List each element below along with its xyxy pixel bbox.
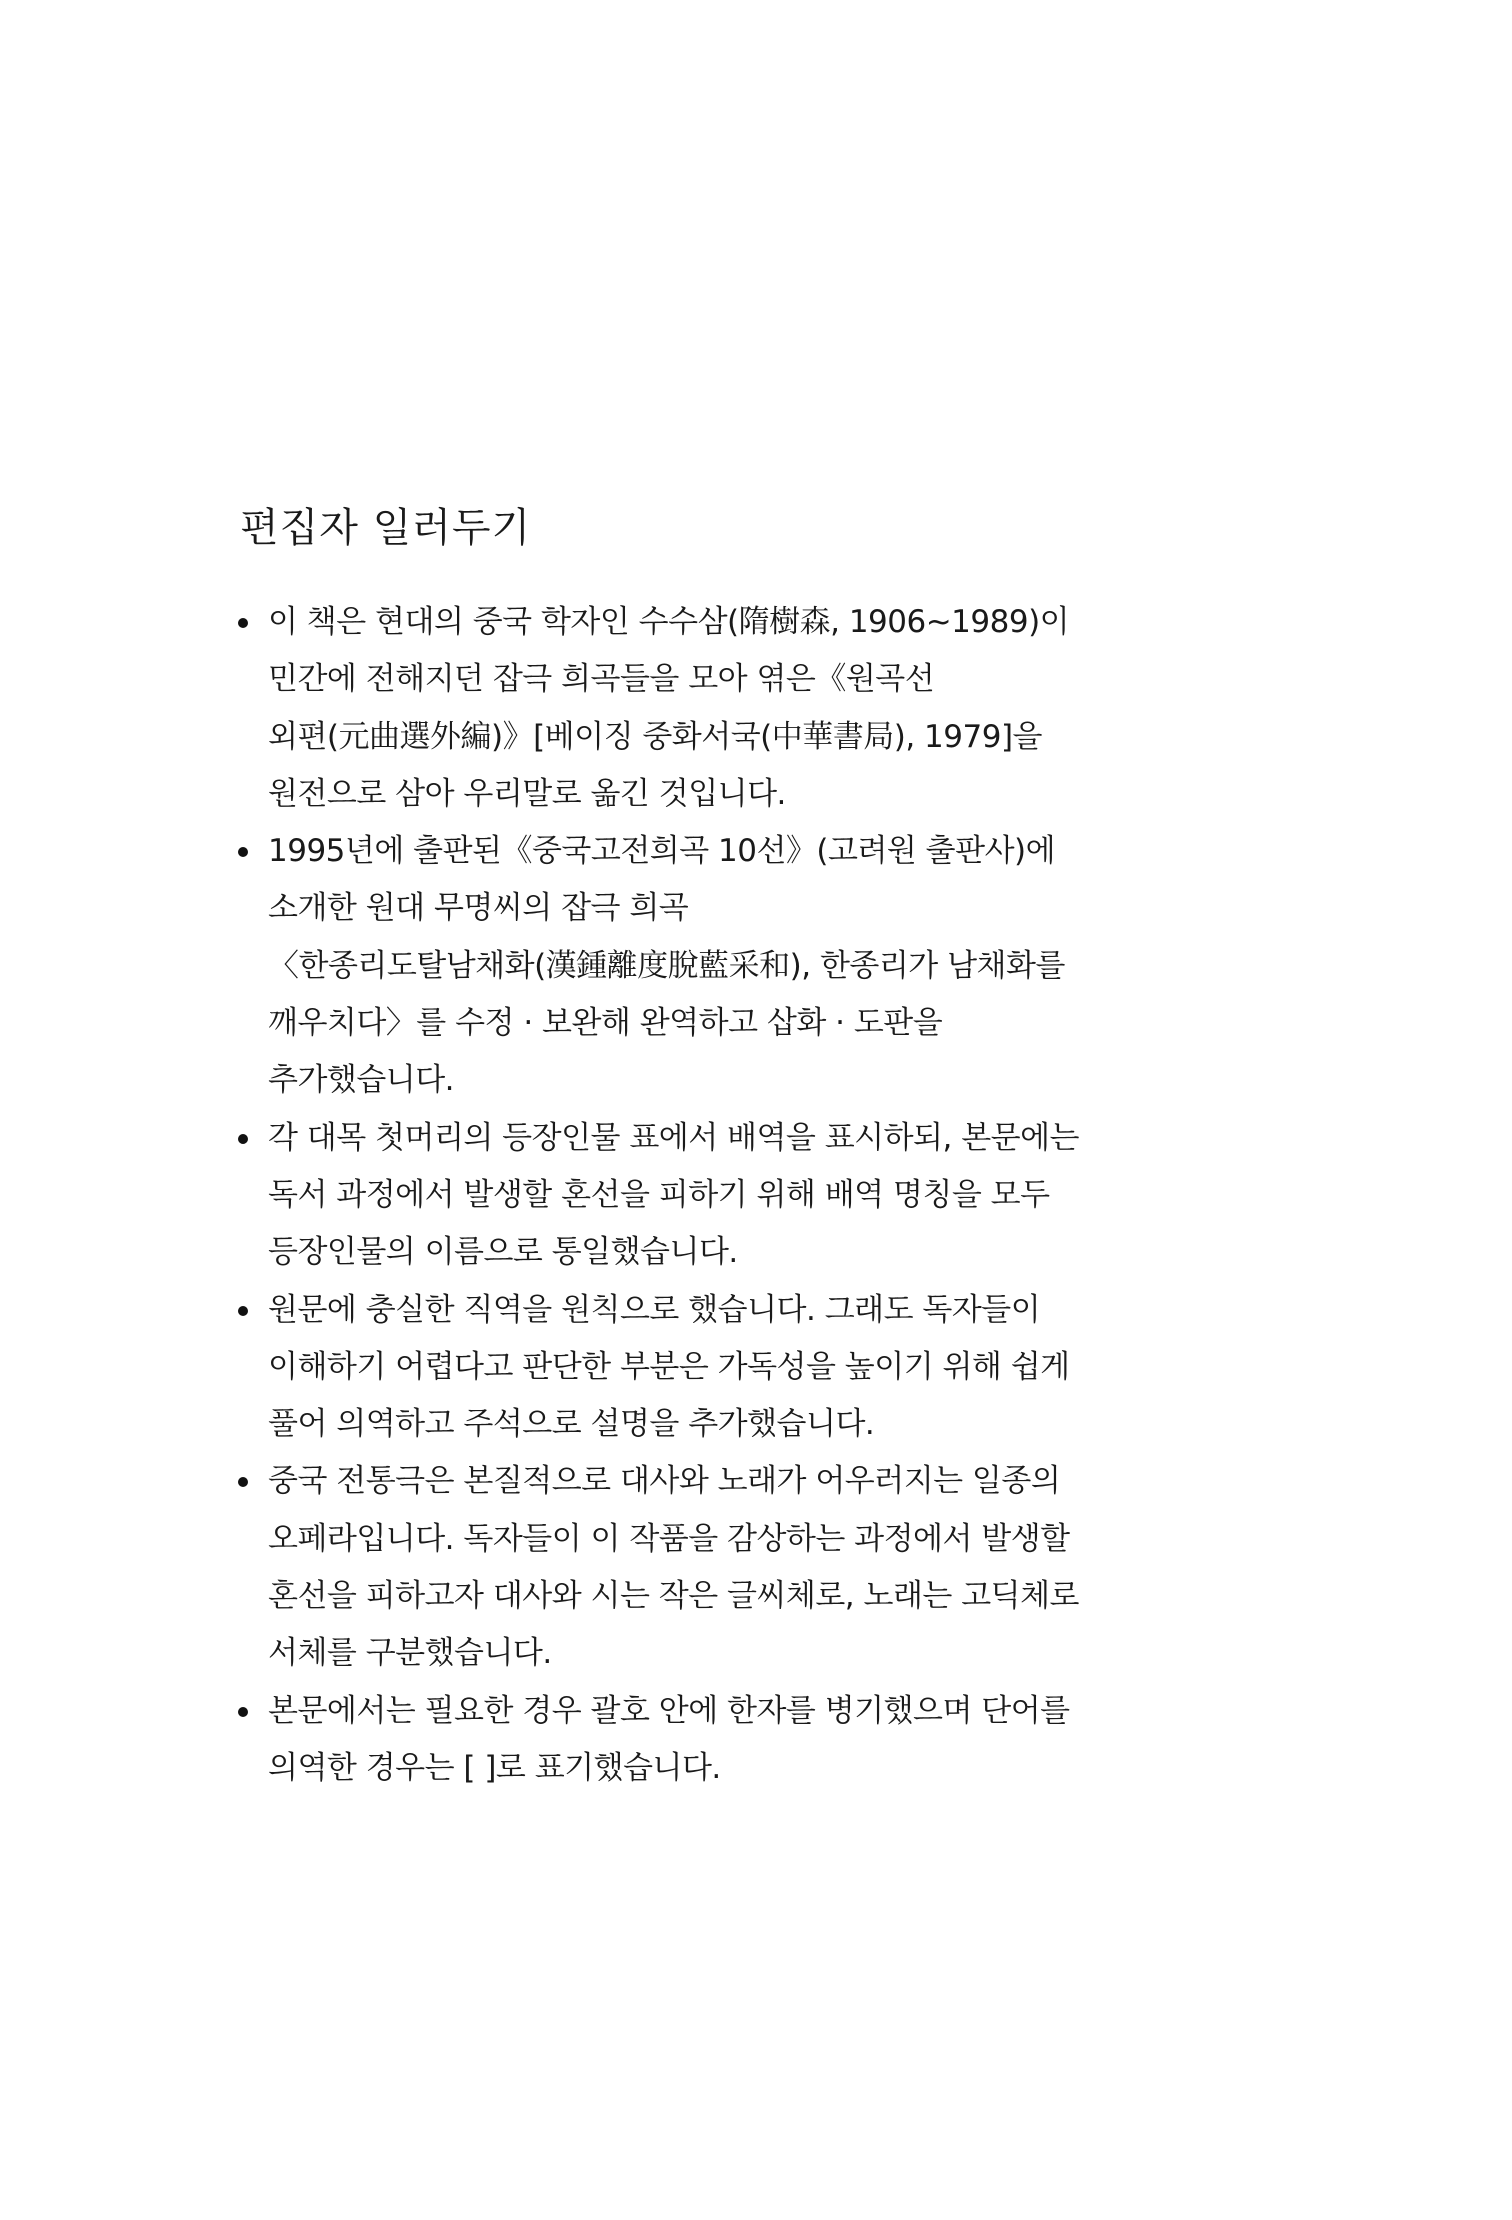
bullet-icon [238,1306,248,1316]
bullet-icon [238,1707,248,1717]
note-line: 이해하기 어렵다고 판단한 부분은 가독성을 높이기 위해 쉽게 [268,1348,1070,1385]
bullet-icon [238,847,248,857]
bullet-icon [238,1477,248,1487]
note-line: 외편(元曲選外編)》[베이징 중화서국(中華書局), 1979]을 [268,718,1042,755]
note-line: 서체를 구분했습니다. [268,1635,552,1672]
note-line: 1995년에 출판된《중국고전희곡 10선》(고려원 출판사)에 [268,833,1056,870]
note-line: 독서 과정에서 발생할 혼선을 피하기 위해 배역 명칭을 모두 [268,1176,1050,1213]
note-line: 이 책은 현대의 중국 학자인 수수삼(隋樹森, 1906~1989)이 [268,604,1070,640]
note-line: 원전으로 삼아 우리말로 옮긴 것입니다. [268,775,786,812]
list-item [238,1683,1198,1798]
bullet-icon [238,618,248,628]
editor-notes-list [238,594,1198,1797]
note-line: 소개한 원대 무명씨의 잡극 희곡 [268,890,689,927]
note-line: 추가했습니다. [268,1062,455,1099]
bullet-icon [238,1134,248,1144]
note-line: 혼선을 피하고자 대사와 시는 작은 글씨체로, 노래는 고딕체로 [268,1578,1079,1615]
note-line: 각 대목 첫머리의 등장인물 표에서 배역을 표시하되, 본문에는 [268,1119,1079,1156]
list-item [238,823,1198,1109]
list-item [238,594,1198,823]
note-line: 민간에 전해지던 잡극 희곡들을 모아 엮은《원곡선 [268,661,935,698]
note-line: 원문에 충실한 직역을 원칙으로 했습니다. 그래도 독자들이 [268,1291,1041,1328]
note-line: 의역한 경우는 [ ]로 표기했습니다. [268,1749,721,1786]
note-line: 등장인물의 이름으로 통일했습니다. [268,1234,738,1271]
note-line: 〈한종리도탈남채화(漢鍾離度脫藍采和), 한종리가 남채화를 [268,947,1065,984]
list-item [238,1453,1198,1682]
note-line: 본문에서는 필요한 경우 괄호 안에 한자를 병기했으며 단어를 [268,1692,1070,1729]
note-line: 깨우치다〉를 수정 · 보완해 완역하고 삽화 · 도판을 [268,1005,943,1042]
note-line: 풀어 의역하고 주석으로 설명을 추가했습니다. [268,1406,875,1443]
page-title: 편집자 일러두기 [240,505,532,551]
note-line: 중국 전통극은 본질적으로 대사와 노래가 어우러지는 일종의 [268,1463,1061,1500]
list-item [238,1282,1198,1454]
list-item [238,1110,1198,1282]
note-line: 오페라입니다. 독자들이 이 작품을 감상하는 과정에서 발생할 [268,1520,1070,1557]
